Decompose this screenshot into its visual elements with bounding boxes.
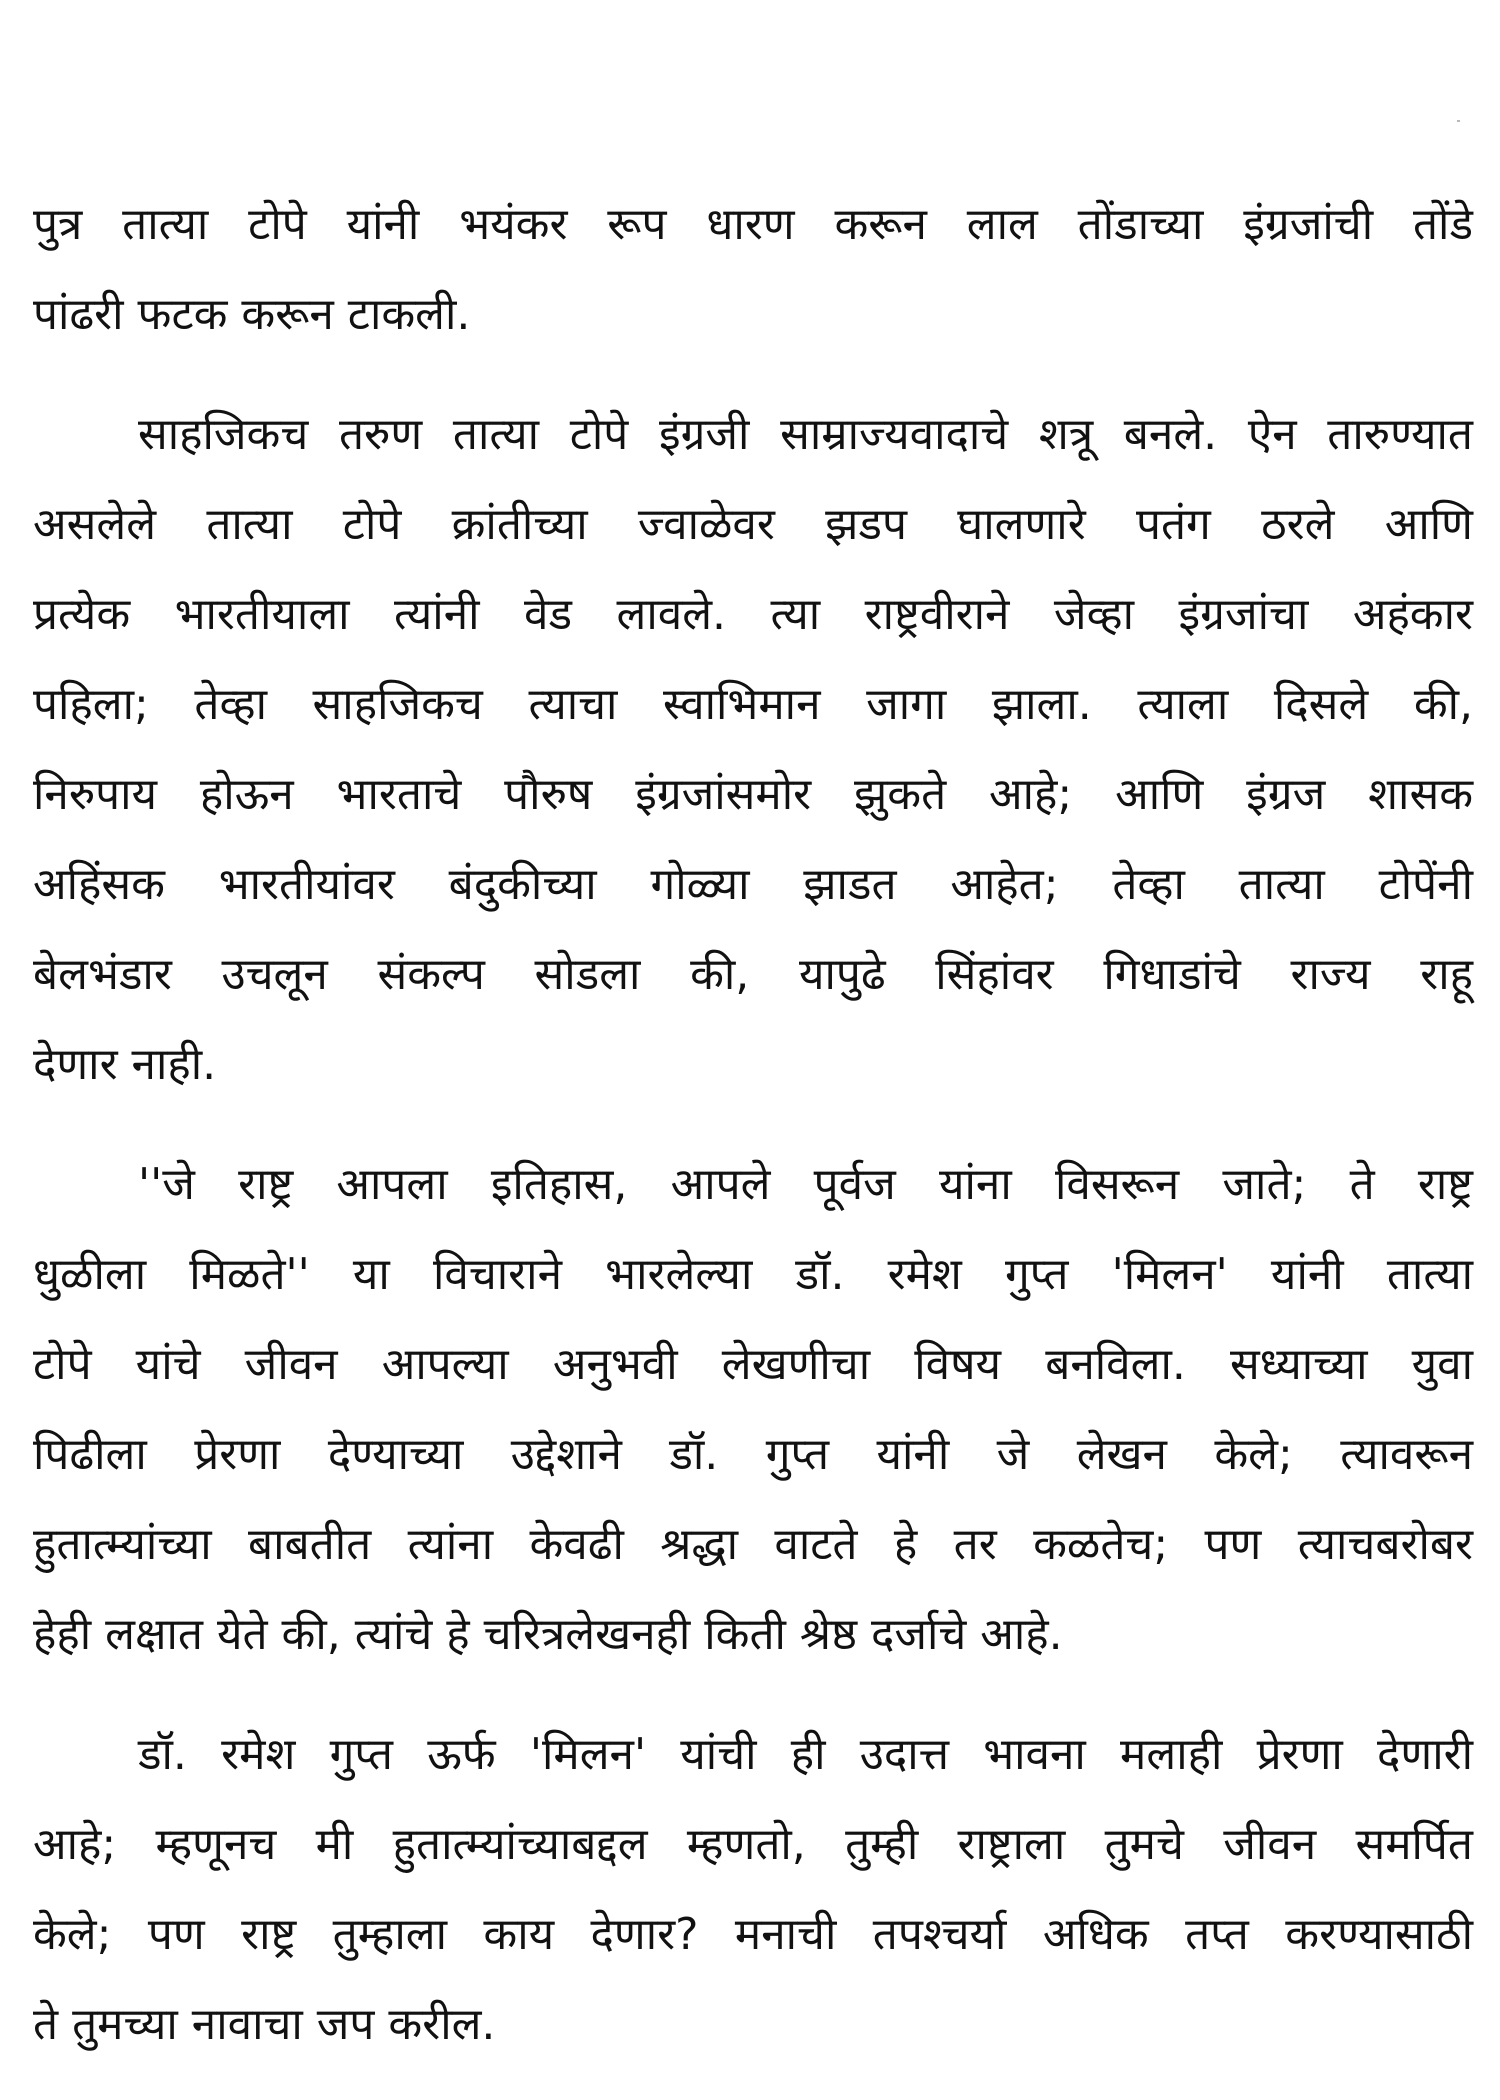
text-line: ''जे राष्ट्र आपला इतिहास, आपले पूर्वज यांना विसरून जाते; ते राष्ट्र xyxy=(138,1159,1473,1210)
text-line: पांढरी फटक करून टाकली. xyxy=(33,289,471,340)
text-line: डॉ. रमेश गुप्त ऊर्फ 'मिलन' यांची ही उदात्त भावना मलाही प्रेरणा देणारी xyxy=(138,1729,1473,1780)
text-line: पुत्र तात्या टोपे यांनी भयंकर रूप धारण करून लाल तोंडाच्या इंग्रजांची तोंडे xyxy=(33,199,1473,250)
text-line: साहजिकच तरुण तात्या टोपे इंग्रजी साम्राज्यवादाचे शत्रू बनले. ऐन तारुण्यात xyxy=(138,409,1473,460)
text-line: असलेले तात्या टोपे क्रांतीच्या ज्वाळेवर झडप घालणारे पतंग ठरले आणि xyxy=(33,499,1473,550)
text-line: देणार नाही. xyxy=(33,1039,217,1090)
text-line: हेही लक्षात येते की, त्यांचे हे चरित्रलेखनही किती श्रेष्ठ दर्जाचे आहे. xyxy=(33,1609,1063,1660)
text-line: बेलभंडार उचलून संकल्प सोडला की, यापुढे सिंहांवर गिधाडांचे राज्य राहू xyxy=(33,949,1473,1000)
text-line: केले; पण राष्ट्र तुम्हाला काय देणार? मनाची तपश्चर्या अधिक तप्त करण्यासाठी xyxy=(33,1909,1473,1960)
text-line: अहिंसक भारतीयांवर बंदुकीच्या गोळ्या झाडत आहेत; तेव्हा तात्या टोपेंनी xyxy=(33,859,1473,910)
paragraph xyxy=(33,1710,1473,2070)
scan-speck xyxy=(1457,120,1460,122)
text-line: धुळीला मिळते'' या विचाराने भारलेल्या डॉ. रमेश गुप्त 'मिलन' यांनी तात्या xyxy=(33,1249,1473,1300)
paragraph xyxy=(33,180,1473,360)
text-line: निरुपाय होऊन भारताचे पौरुष इंग्रजांसमोर झुकते आहे; आणि इंग्रज शासक xyxy=(33,769,1473,820)
paragraph xyxy=(33,390,1473,1110)
text-line: ते तुमच्या नावाचा जप करील. xyxy=(33,1999,496,2050)
text-line: आहे; म्हणूनच मी हुतात्म्यांच्याबद्दल म्हणतो, तुम्ही राष्ट्राला तुमचे जीवन समर्पित xyxy=(33,1819,1473,1870)
text-line: टोपे यांचे जीवन आपल्या अनुभवी लेखणीचा विषय बनविला. सध्याच्या युवा xyxy=(33,1339,1473,1390)
body-text xyxy=(33,180,1473,2100)
text-line: हुतात्म्यांच्या बाबतीत त्यांना केवढी श्रद्धा वाटते हे तर कळतेच; पण त्याचबरोबर xyxy=(33,1519,1473,1570)
text-line: प्रत्येक भारतीयाला त्यांनी वेड लावले. त्या राष्ट्रवीराने जेव्हा इंग्रजांचा अहंकार xyxy=(33,589,1473,640)
paragraph xyxy=(33,1140,1473,1680)
text-line: पहिला; तेव्हा साहजिकच त्याचा स्वाभिमान जागा झाला. त्याला दिसले की, xyxy=(33,679,1473,730)
text-line: पिढीला प्रेरणा देण्याच्या उद्देशाने डॉ. गुप्त यांनी जे लेखन केले; त्यावरून xyxy=(33,1429,1473,1480)
